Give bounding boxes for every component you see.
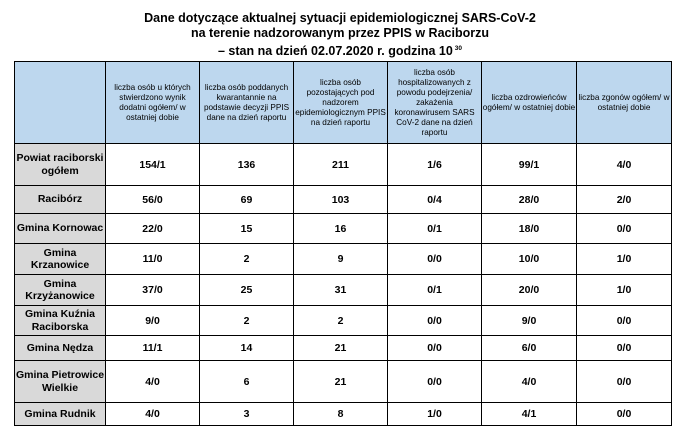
cell-quarantine: 14 xyxy=(200,336,294,361)
cell-supervision: 21 xyxy=(294,336,388,361)
row-header: Powiat raciborski ogółem xyxy=(15,144,106,186)
cell-quarantine: 69 xyxy=(200,186,294,214)
cell-deaths: 4/0 xyxy=(577,144,672,186)
table-row xyxy=(15,275,672,306)
cell-hospitalized: 0/1 xyxy=(388,214,482,244)
cell-supervision: 211 xyxy=(294,144,388,186)
cell-deaths: 1/0 xyxy=(577,244,672,275)
header-quarantine: liczba osób poddanych kwarantannie na podstawie decyzji PPIS dane na dzień raportu xyxy=(200,62,294,144)
cell-positive: 22/0 xyxy=(106,214,200,244)
cell-recovered: 4/1 xyxy=(482,403,577,426)
cell-supervision: 21 xyxy=(294,361,388,403)
cell-quarantine: 2 xyxy=(200,244,294,275)
cell-supervision: 16 xyxy=(294,214,388,244)
title-line-3 xyxy=(0,41,680,59)
cell-recovered: 28/0 xyxy=(482,186,577,214)
cell-recovered: 6/0 xyxy=(482,336,577,361)
cell-hospitalized: 1/6 xyxy=(388,144,482,186)
cell-quarantine: 136 xyxy=(200,144,294,186)
cell-positive: 4/0 xyxy=(106,361,200,403)
table-row xyxy=(15,361,672,403)
cell-supervision: 8 xyxy=(294,403,388,426)
cell-supervision: 31 xyxy=(294,275,388,306)
title-line-3-text: – stan na dzień 02.07.2020 r. godzina 10 xyxy=(217,44,453,58)
header-hospitalized: liczba osób hospitalizowanych z powodu podejrzenia/ zakażenia koronawirusem SARS CoV-2 dane na dzień raportu xyxy=(388,62,482,144)
cell-hospitalized: 0/1 xyxy=(388,275,482,306)
row-header: Gmina Kornowac xyxy=(15,214,106,244)
cell-positive: 9/0 xyxy=(106,306,200,336)
cell-deaths: 2/0 xyxy=(577,186,672,214)
cell-hospitalized: 0/0 xyxy=(388,306,482,336)
header-positive-cases: liczba osób u których stwierdzono wynik dodatni ogółem/ w ostatniej dobie xyxy=(106,62,200,144)
header-deaths: liczba zgonów ogółem/ w ostatniej dobie xyxy=(577,62,672,144)
title-time-minutes: 30 xyxy=(454,45,463,52)
cell-positive: 4/0 xyxy=(106,403,200,426)
table-row xyxy=(15,186,672,214)
cell-supervision: 9 xyxy=(294,244,388,275)
cell-quarantine: 3 xyxy=(200,403,294,426)
cell-positive: 11/0 xyxy=(106,244,200,275)
cell-quarantine: 6 xyxy=(200,361,294,403)
table-row xyxy=(15,144,672,186)
cell-supervision: 2 xyxy=(294,306,388,336)
cell-hospitalized: 1/0 xyxy=(388,403,482,426)
row-header: Gmina Krzanowice xyxy=(15,244,106,275)
table-row xyxy=(15,244,672,275)
cell-recovered: 9/0 xyxy=(482,306,577,336)
cell-recovered: 20/0 xyxy=(482,275,577,306)
cell-recovered: 99/1 xyxy=(482,144,577,186)
cell-deaths: 0/0 xyxy=(577,306,672,336)
table-row xyxy=(15,403,672,426)
table-row xyxy=(15,306,672,336)
row-header: Gmina Kuźnia Raciborska xyxy=(15,306,106,336)
row-header: Gmina Krzyżanowice xyxy=(15,275,106,306)
row-header: Gmina Nędza xyxy=(15,336,106,361)
cell-supervision: 103 xyxy=(294,186,388,214)
cell-deaths: 0/0 xyxy=(577,214,672,244)
row-header: Gmina Pietrowice Wielkie xyxy=(15,361,106,403)
cell-recovered: 18/0 xyxy=(482,214,577,244)
cell-recovered: 4/0 xyxy=(482,361,577,403)
cell-deaths: 0/0 xyxy=(577,336,672,361)
cell-positive: 56/0 xyxy=(106,186,200,214)
page-title xyxy=(0,11,680,59)
cell-quarantine: 2 xyxy=(200,306,294,336)
row-header: Gmina Rudnik xyxy=(15,403,106,426)
cell-quarantine: 25 xyxy=(200,275,294,306)
header-supervision: liczba osób pozostających pod nadzorem epidemiologicznym PPIS na dzień raportu xyxy=(294,62,388,144)
cell-deaths: 0/0 xyxy=(577,361,672,403)
cell-hospitalized: 0/0 xyxy=(388,336,482,361)
cell-recovered: 10/0 xyxy=(482,244,577,275)
cell-hospitalized: 0/0 xyxy=(388,244,482,275)
header-corner-cell xyxy=(15,62,106,144)
cell-hospitalized: 0/4 xyxy=(388,186,482,214)
cell-hospitalized: 0/0 xyxy=(388,361,482,403)
epidemic-data-table xyxy=(14,61,672,426)
cell-quarantine: 15 xyxy=(200,214,294,244)
title-line-2: na terenie nadzorowanym przez PPIS w Raciborzu xyxy=(191,26,489,40)
cell-positive: 154/1 xyxy=(106,144,200,186)
table-header-row xyxy=(15,62,672,144)
cell-positive: 37/0 xyxy=(106,275,200,306)
header-recovered: liczba ozdrowieńców ogółem/ w ostatniej dobie xyxy=(482,62,577,144)
cell-deaths: 1/0 xyxy=(577,275,672,306)
title-line-1: Dane dotyczące aktualnej sytuacji epidemiologicznej SARS-CoV-2 xyxy=(144,11,536,25)
table-row xyxy=(15,336,672,361)
cell-positive: 11/1 xyxy=(106,336,200,361)
row-header: Racibórz xyxy=(15,186,106,214)
cell-deaths: 0/0 xyxy=(577,403,672,426)
table-row xyxy=(15,214,672,244)
